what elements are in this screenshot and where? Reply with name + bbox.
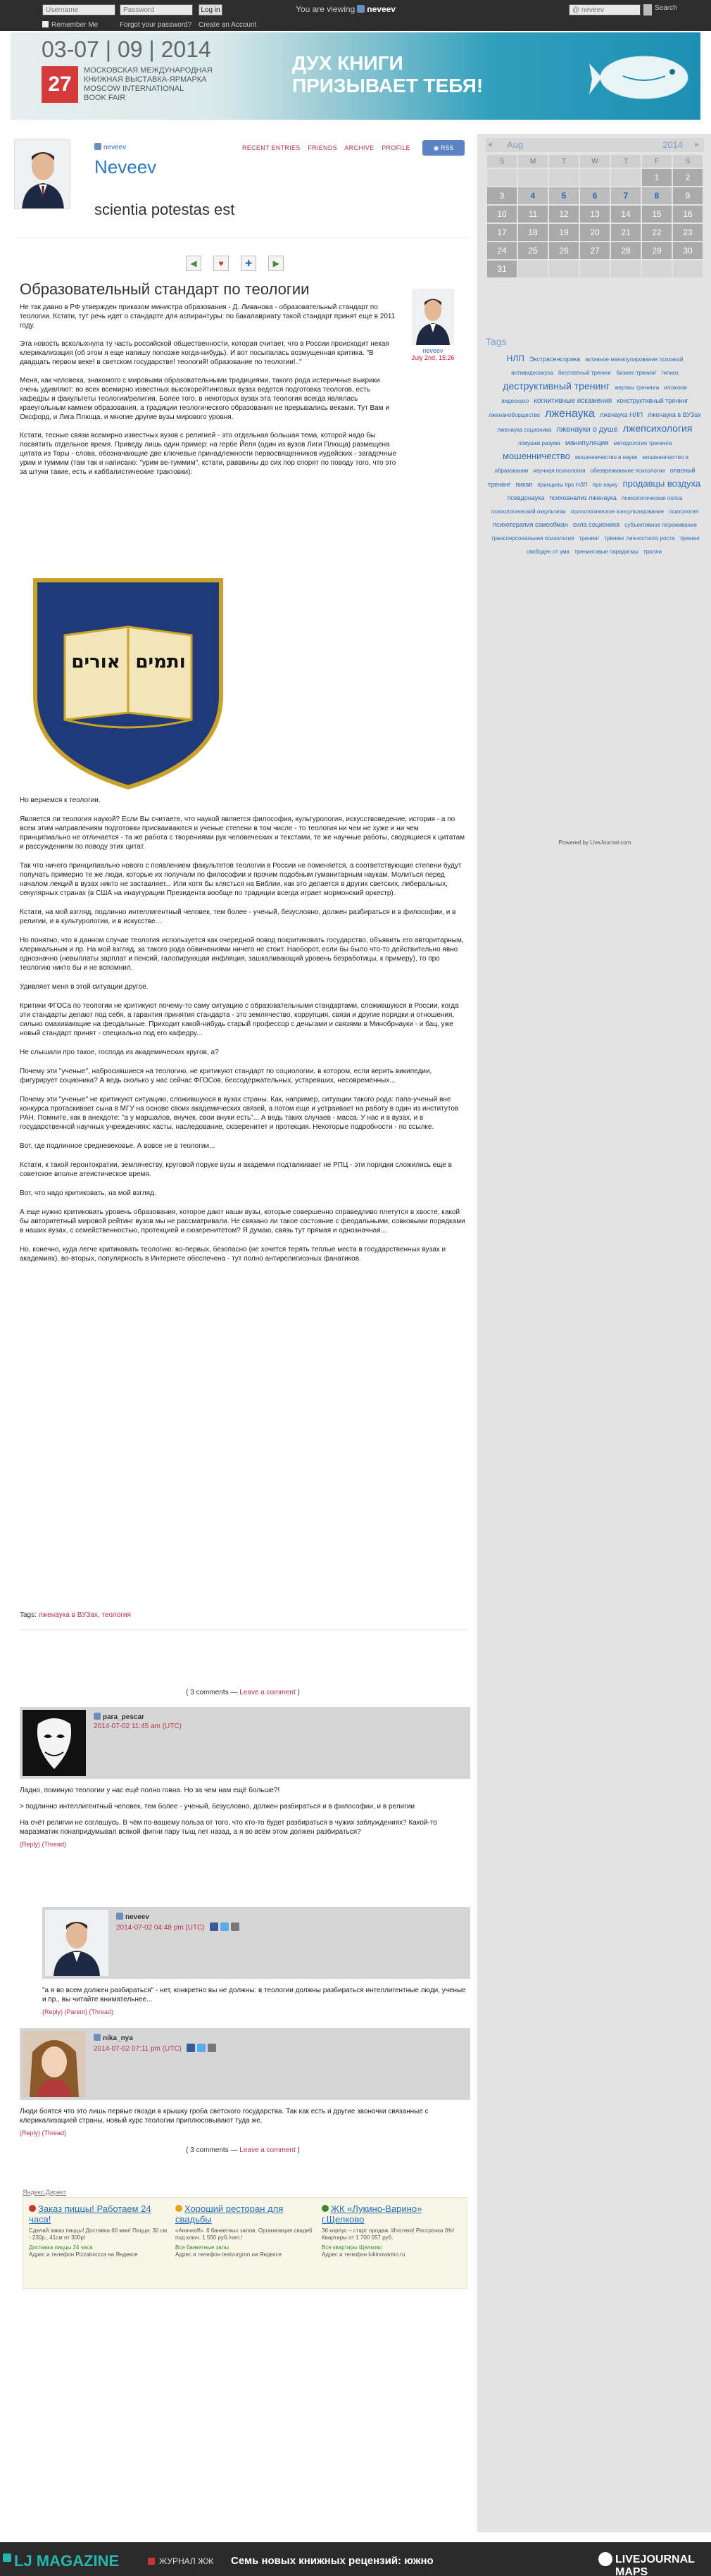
calendar-day: 28 <box>611 242 641 259</box>
viewing-user[interactable]: neveev <box>367 4 396 14</box>
link-icon[interactable] <box>208 2044 216 2052</box>
comment <box>20 2028 470 2137</box>
comments-count: ( 3 comments — <box>186 1689 240 1696</box>
tag-cloud-link[interactable]: конструктивный тренинг <box>617 397 688 404</box>
lj-magazine-link[interactable]: LJ MAGAZINE <box>14 2552 120 2570</box>
entry-author-link[interactable]: neveev <box>422 347 443 354</box>
calendar-weekday: M <box>518 155 548 168</box>
tell-friend-icon[interactable]: ✚ <box>241 256 256 271</box>
ad-text: 36 корпус – старт продаж. Ипотека! Рассрочка 0%! Квартиры от 1 700 057 руб. <box>322 2227 455 2241</box>
tag-cloud-link[interactable]: видеохахо <box>501 398 529 404</box>
calendar-day: 19 <box>549 224 579 241</box>
user-icon <box>94 2034 101 2041</box>
calendar-day: 24 <box>487 242 517 259</box>
entry-paragraph: А еще нужно критиковать уровень образования, которое дают наши вузы, которые совершенно справедливо плетутся в хвосте, какой бы авторитетный мировой рейтинг вузов мы не рассматривали. Не связано ли такое состояние с феодальными, совковыми порядками в наших вузах, с семейственностью, протекцией и сюзеренитетом? Я думаю, связь тут прямая и однозначная... <box>20 1208 465 1234</box>
twitter-icon[interactable] <box>197 2044 206 2052</box>
comment-action-links[interactable]: (Reply) (Thread) <box>20 2130 67 2137</box>
comments-summary <box>0 2146 486 2154</box>
user-portrait-icon <box>15 139 70 209</box>
comment <box>20 1707 470 1848</box>
entry-paragraph: Так что ничего принципиально нового с появлением факультетов теологии в России не поменяется, а соответствующие степени будут получать примерно те же люди, которые их получали по философии и прочим подобным гуманитарным наукам. Молиться перед началом лекций в вузах никто не заставляет... Или хотя бы клясться на Библии, как это делается в других светских, либеральных, секулярных странах (в США на инаугурации Президента вообще по традиции всегда играет мормонский оркестр). <box>20 862 462 897</box>
ad-title-text: Хороший ресторан для свадьбы <box>175 2203 284 2225</box>
calendar-month[interactable]: Aug <box>507 139 524 150</box>
forgot-password-link[interactable]: Forgot your password? <box>120 21 192 29</box>
entry-author-box <box>401 289 465 361</box>
tag-cloud-link[interactable]: психология <box>669 508 699 515</box>
banner-slogan <box>292 52 483 97</box>
user-portrait-icon <box>45 1910 108 1976</box>
search-input[interactable] <box>569 4 641 15</box>
viewing-indicator <box>296 4 396 14</box>
login-button[interactable]: Log in <box>199 4 222 15</box>
comment-body <box>20 1779 470 1837</box>
entry-paragraph: Вот, где подлинное средневековье. А вовсе не в теологии... <box>20 1142 215 1150</box>
search-type-dropdown[interactable] <box>643 4 652 15</box>
comment-paragraph: "а я во всем должен разбираться" - нет, конкретно вы не должны: в теологии должны разбираться интеллигентные люди, ученые и пр., вы читайте внимательнее... <box>42 1987 466 2003</box>
lj-maps-link[interactable]: LIVEJOURNAL MAPS <box>615 2553 695 2576</box>
tag-cloud-link[interactable]: жертвы тренинга <box>615 384 660 391</box>
tag-cloud-link[interactable]: манипуляция <box>565 439 609 447</box>
ad-address[interactable]: Адрес и телефон Pizzaborzza на Яндексе <box>29 2251 138 2258</box>
calendar-next[interactable]: » <box>694 141 698 149</box>
comment-paragraph: Люди боятся что это лишь первые гвозди в крышку гроба светского государства. Так как есть и другие звоночки связанные с клерикализацией страны, новый курс теологии приплюсовывают туда же. <box>20 2108 429 2125</box>
comment-body <box>42 1979 470 2004</box>
entry-tag-link[interactable]: лженаука в ВУЗах, теология <box>38 1611 131 1619</box>
calendar-day: 14 <box>611 206 641 223</box>
ad-banner[interactable] <box>11 32 700 120</box>
tag-cloud-link[interactable]: методология тренинга <box>613 440 672 446</box>
comment-actions[interactable] <box>42 2008 470 2015</box>
nav-archive[interactable]: ARCHIVE <box>344 144 375 151</box>
comments-count: ( 3 comments — <box>186 2146 240 2154</box>
facebook-icon[interactable] <box>210 1922 218 1931</box>
leave-comment-link[interactable]: Leave a comment <box>239 1689 296 1696</box>
tag-cloud-link[interactable]: Экстрасенсорика <box>529 356 581 363</box>
comment-paragraph: Ладно, поминую теологии у нас ещё полно говна. Но за чем нам ещё больше?! <box>20 1787 280 1794</box>
calendar-day <box>611 169 641 186</box>
calendar-day[interactable]: 7 <box>611 187 641 204</box>
entry-date[interactable]: July 2nd, 15:26 <box>411 354 455 361</box>
calendar-day: 18 <box>518 224 548 241</box>
top-login-bar <box>0 0 711 31</box>
comment-actions[interactable] <box>20 1841 470 1848</box>
tag-cloud-link[interactable]: опасный тренинг <box>487 467 696 488</box>
ad-title[interactable] <box>175 2203 316 2225</box>
facebook-icon[interactable] <box>187 2044 195 2052</box>
ads-title[interactable]: Яндекс.Директ <box>23 2189 67 2196</box>
leave-comment-link[interactable]: Leave a comment <box>239 2146 296 2154</box>
lj-maps-icon <box>598 2552 612 2566</box>
checkbox-icon[interactable] <box>42 21 49 27</box>
tag-cloud-link[interactable]: антивидеоакуха <box>511 370 553 376</box>
calendar-day <box>518 169 548 186</box>
journal-title[interactable]: Neveev <box>94 156 157 177</box>
entry-body-top <box>20 303 400 486</box>
calendar-day <box>673 261 703 277</box>
tag-cloud-link[interactable]: принципы про НЛП <box>537 482 588 488</box>
calendar-day <box>611 261 641 277</box>
comment-paragraph: На счёт религии не соглашусь. В чём по-вашему польза от того, что кто-то будет разбираться в чужих заблуждениях? Какой-то маразматик понапридумывал всякой фигни пару тыщ лет назад, а я во всём этом должен разбираться? <box>20 1819 437 1836</box>
ad-favicon-icon <box>322 2205 329 2212</box>
link-icon[interactable] <box>231 1922 239 1931</box>
tag-cloud-link[interactable]: иллюзии <box>664 384 687 391</box>
nav-recent-entries[interactable]: RECENT ENTRIES <box>242 144 301 151</box>
username-input[interactable] <box>42 4 115 15</box>
comment-username[interactable]: nika_nya <box>103 2034 133 2042</box>
entry-paragraph: Но вернемся к теологии. <box>20 796 101 804</box>
journal-username[interactable] <box>94 143 126 151</box>
ads-block <box>23 2197 467 2289</box>
comment-userpic[interactable] <box>23 1710 86 1776</box>
comment-paragraph: > подлинно интеллигентный человек, тем более - ученый, безусловно, должен разбираться и в философии, и в религии <box>20 1803 415 1811</box>
twitter-icon[interactable] <box>220 1922 229 1931</box>
user-icon <box>357 5 365 13</box>
calendar-day: 11 <box>518 206 548 223</box>
entry-paragraph: Но, конечно, куда легче критиковать теологию: во-первых, безопасно (не хочется терять теплые места в государственных вузах и академиях), во-вторых, популярность в Интернете обеспечена - тут полно антирелигиозных фанатиков. <box>20 1246 446 1263</box>
next-entry-icon[interactable]: ▶ <box>268 256 284 271</box>
tag-cloud-link[interactable]: активное манипулирование психикой <box>585 356 684 363</box>
svg-text:ותמים: ותמים <box>135 651 186 673</box>
calendar-day: 22 <box>642 224 672 241</box>
calendar-day <box>642 261 672 277</box>
tag-cloud-link[interactable]: лженаука НЛП <box>599 411 643 418</box>
tags-cloud-items <box>486 352 704 558</box>
tag-cloud-link[interactable]: психоанализ лженаука <box>549 494 617 501</box>
news-headline-link[interactable]: Семь новых книжных рецензий: южно <box>231 2555 434 2567</box>
tag-cloud-link[interactable]: продавцы воздуха <box>622 478 701 489</box>
tag-cloud-link[interactable]: про науку <box>592 482 618 488</box>
comment-date-link[interactable]: 2014-07-02 07:11 pm (UTC) <box>94 2045 182 2053</box>
ad-item[interactable] <box>175 2203 316 2258</box>
divider <box>14 237 468 238</box>
yale-coat-of-arms-icon <box>31 576 225 792</box>
ad-address[interactable]: Адрес и телефон testvurgron на Яндексе <box>175 2251 282 2258</box>
ad-favicon-icon <box>29 2205 36 2212</box>
tag-cloud-link[interactable]: сила соционика <box>572 521 620 528</box>
tag-cloud-link[interactable]: НЛП <box>506 354 524 363</box>
entry-paragraph: Не так давно в РФ утвержден приказом министра образования - Д. Ливанова - образовательный стандарт по теологии. Кстати, тут речь идет о стандарте для аспирантуры: по бакалавриату такой стандарт принят еще в 2011 году. <box>20 304 396 330</box>
calendar-day: 23 <box>673 224 703 241</box>
ad-item[interactable] <box>322 2203 463 2258</box>
calendar-day[interactable]: 6 <box>580 187 610 204</box>
calendar-day: 20 <box>580 224 610 241</box>
comment-date <box>116 1922 239 1932</box>
entry-paragraph: Вот, что надо критиковать, на мой взгляд. <box>20 1189 156 1197</box>
bottom-bar <box>0 2542 711 2576</box>
entry-title: Образовательный стандарт по теологии <box>20 280 310 298</box>
entry-paragraph: Не слышали про такое, господа из академических кругов, а? <box>20 1049 219 1056</box>
entry-paragraph: Критики ФГОСа по теологии не критикуют почему-то саму ситуацию с образовательными стандартами, сложившуюся в России, когда эти стандарты делают под себя, а гарантия принятия стандарта - это землячество, коррупция, связи и другие порядки и отношения, сильно смахивающие на феодальные. Приходит какой-нибудь старый профессор с деньгами и связями в Минобрнауки - и бац, уже новый стандарт принят - специально под его кафедру... <box>20 1002 459 1037</box>
calendar-weekday: S <box>487 155 517 168</box>
comment <box>42 1907 470 2015</box>
tag-cloud-link[interactable]: психологическое консультирование <box>570 508 665 515</box>
tag-cloud-link[interactable]: бизнес-тренинг <box>616 370 657 376</box>
calendar-day: 27 <box>580 242 610 259</box>
previous-entry-icon[interactable]: ◀ <box>186 256 201 271</box>
ad-url[interactable]: Доставка пиццы 24 часа <box>29 2244 93 2251</box>
calendar-day <box>580 169 610 186</box>
entry-paragraph: Меня, как человека, знакомого с мировыми образовательными традициями, такого рода истеричные выкрики очень удивляют: во всех всемирно известных высокорейтинговых вузах ведется подготовка теологов, есть кафедры и факультеты теологии/религии. Более того, в некоторых вузах эта теология всегда являлась краеугольным камнем образования, а традиции теологического образования не прерывались веками. Тут Вам и Оксфорд, и Лига Плюща, и многие другие вузы мирового уровня. <box>20 377 389 421</box>
banner-fair-text <box>84 66 213 103</box>
remember-me-label: Remember Me <box>51 21 99 29</box>
journal-lj-label: ЖУРНАЛ ЖЖ <box>159 2556 214 2566</box>
calendar-day: 30 <box>673 242 703 259</box>
tag-cloud-link[interactable]: тренинг <box>579 535 600 542</box>
powered-by[interactable]: Powered by LiveJournal.com <box>558 839 631 846</box>
calendar-weekday: T <box>549 155 579 168</box>
banner-slogan-line: ПРИЗЫВАЕТ ТЕБЯ! <box>292 75 484 96</box>
memories-heart-icon[interactable]: ♥ <box>213 256 229 271</box>
calendar <box>486 138 704 279</box>
banner-fair-line: КНИЖНАЯ ВЫСТАВКА-ЯРМАРКА <box>84 75 207 84</box>
comment-date <box>94 2044 216 2053</box>
comment-userpic[interactable] <box>45 1910 108 1976</box>
tag-cloud-link[interactable]: лженаука <box>545 408 595 420</box>
user-portrait-icon <box>23 2031 86 2097</box>
comment-header <box>20 1707 470 1779</box>
comment-userpic[interactable] <box>23 2031 86 2097</box>
ad-url[interactable]: Все квартиры Щелково <box>322 2244 382 2251</box>
comment-user[interactable] <box>94 2034 133 2042</box>
ad-title-text: ЖК «Лукино-Варино» г.Щелково <box>322 2203 422 2225</box>
comment-action-links[interactable]: (Reply) (Parent) (Thread) <box>42 2008 114 2015</box>
comments-close: ) <box>295 2146 300 2154</box>
mask-avatar-icon <box>23 1710 86 1776</box>
calendar-day[interactable]: 8 <box>642 187 672 204</box>
calendar-grid <box>486 154 704 279</box>
tag-cloud-link[interactable]: псевдонаука <box>507 494 545 501</box>
user-icon <box>116 1913 123 1920</box>
banner-fair-line: МОСКОВСКАЯ МЕЖДУНАРОДНАЯ <box>84 66 213 75</box>
calendar-day <box>549 261 579 277</box>
calendar-day: 26 <box>549 242 579 259</box>
ad-title[interactable] <box>322 2203 463 2225</box>
user-icon <box>94 143 101 150</box>
ad-address[interactable]: Адрес и телефон lukinovarino.ru <box>322 2251 405 2258</box>
calendar-weekday: S <box>673 155 703 168</box>
banner-date: 03-07 | 09 | 2014 <box>42 37 211 62</box>
tag-cloud-link[interactable]: обезвреживание психологии <box>590 468 665 474</box>
ad-text: Сделай заказ пиццы! Доставка 60 мин! Пицца: 30 см - 230р., 41см от 300р! <box>29 2227 168 2241</box>
comment-actions[interactable] <box>20 2130 470 2137</box>
calendar-day: 21 <box>611 224 641 241</box>
comment-date[interactable]: 2014-07-02 11:45 am (UTC) <box>94 1722 182 1730</box>
ad-title[interactable] <box>29 2203 170 2225</box>
tags-label: Tags: <box>20 1611 37 1619</box>
tag-cloud-link[interactable]: субъективное переживание <box>624 522 697 528</box>
calendar-day: 10 <box>487 206 517 223</box>
tag-cloud-link[interactable]: бесплатный тренинг <box>558 370 612 376</box>
tag-cloud-link[interactable]: ловушки разума <box>517 440 560 446</box>
tag-cloud-link[interactable]: тренинговые парадигмы <box>574 549 638 555</box>
calendar-day <box>580 261 610 277</box>
tag-cloud-link[interactable]: лженаноборщество <box>489 412 541 418</box>
entry-paragraph: Является ли теология наукой? Если Вы считаете, что наукой является философия, культурология, искусствоведение, история - а по всем этим направлениям подготовки присваиваются и ученые степени в том числе - то теология ни чем не хуже и ни чем принципиально не отличается - та же работа с творениями рук человеческих и текстами, те же научные работы, сводящиеся к цитатам и рассуждениям по поводу этих цитат. <box>20 815 465 851</box>
comment-date-link[interactable]: 2014-07-02 04:48 pm (UTC) <box>116 1924 205 1932</box>
journal-icon <box>148 2558 155 2565</box>
ad-url[interactable]: Все банкетные залы <box>175 2244 229 2251</box>
entry-paragraph: Кстати, тесные связи всемирно известных вузов с религией - это отдельная большая тема, которой надо бы посвятить отдельное время. Приведу лишь один пример: на гербе Йеля (один из вузов Лиги Плюща) размещена цитата из Торы - слова, обозначающие две ключевые принадлежности первосвященников иудейских - загадочные урим и туммим (там так и написано: "урим ве-туммим", кстати, равввины до сих пор спорят по поводу того, что это за штуки такие, есть и каббалистические трактовки): <box>20 432 397 476</box>
calendar-day: 13 <box>580 206 610 223</box>
comments-close: ) <box>295 1689 300 1696</box>
calendar-day: 2 <box>673 169 703 186</box>
tag-cloud-link[interactable]: тролли <box>643 549 662 555</box>
create-account-link[interactable]: Create an Account <box>199 21 257 29</box>
calendar-day[interactable]: 5 <box>549 187 579 204</box>
remember-me-checkbox[interactable] <box>42 21 98 29</box>
journal-lj-link[interactable] <box>148 2556 213 2566</box>
tag-cloud-link[interactable]: когнитивные искажения <box>534 397 612 405</box>
banner-fair-line: MOSCOW INTERNATIONAL <box>84 85 184 93</box>
ad-favicon-icon <box>175 2205 182 2212</box>
author-portrait-icon <box>412 289 454 345</box>
tag-cloud-link[interactable]: психологический оккультизм <box>491 508 566 515</box>
calendar-day: 17 <box>487 224 517 241</box>
comment-action-links[interactable]: (Reply) (Thread) <box>20 1841 67 1848</box>
journal-userpic[interactable] <box>14 139 70 209</box>
tag-cloud-link[interactable]: лженаука в ВУЗах <box>648 411 701 418</box>
tag-cloud-link[interactable]: пикап <box>515 481 533 488</box>
calendar-weekday: T <box>611 155 641 168</box>
comment-username[interactable]: neveev <box>125 1913 149 1921</box>
entry-tags <box>20 1611 131 1619</box>
tag-cloud-link[interactable]: тренинг свободен от ума <box>526 535 700 555</box>
journal-subtitle: scientia potestas est <box>94 201 235 218</box>
tag-cloud-link[interactable]: лженаука соционика <box>497 427 552 433</box>
nav-friends[interactable]: FRIENDS <box>308 144 337 151</box>
calendar-weekday: W <box>580 155 610 168</box>
user-icon <box>94 1713 101 1720</box>
tag-cloud-link[interactable]: научная психология <box>533 468 586 474</box>
calendar-day: 12 <box>549 206 579 223</box>
calendar-header <box>486 138 704 152</box>
entry-paragraph: Кстати, на мой взгляд, подлинно интеллигентный человек, тем более - ученый, безусловно, должен разбираться и в философии, и в религии, и в культурологии, и в искусстве... <box>20 908 456 925</box>
calendar-day <box>549 169 579 186</box>
calendar-prev[interactable]: « <box>489 141 493 149</box>
entry-paragraph: Кстати, к такой геронтократии, землячеству, круговой поруке вузы и академии подталкивает не РПЦ - эти порядки сложились еще в советское вполне атеистическое время. <box>20 1161 452 1178</box>
entry-paragraph: Удивляет меня в этой ситуации другое. <box>20 983 149 991</box>
tag-cloud-link[interactable]: тренинг личностного роста <box>604 535 675 542</box>
calendar-day: 31 <box>487 261 517 277</box>
comment-body <box>20 2100 470 2125</box>
entry-body-bottom <box>20 796 470 1273</box>
tag-cloud-link[interactable]: лжепсихология <box>622 423 693 434</box>
tag-cloud-link[interactable]: мошенничество <box>502 451 570 461</box>
calendar-day: 25 <box>518 242 548 259</box>
ad-item[interactable] <box>29 2203 170 2258</box>
calendar-year[interactable]: 2014 <box>662 139 683 150</box>
journal-username-link[interactable]: neveev <box>103 144 127 151</box>
comment-icons <box>184 2044 216 2053</box>
tags-cloud-title: Tags <box>486 336 507 347</box>
tag-cloud-link[interactable]: лженауки о душе <box>556 425 618 434</box>
calendar-weekday: F <box>642 155 672 168</box>
tags-cloud <box>486 335 704 558</box>
banner-number: 27 <box>42 66 78 103</box>
rss-button[interactable]: ◉ RSS <box>422 140 465 156</box>
nav-profile[interactable]: PROFILE <box>382 144 410 151</box>
tag-cloud-link[interactable]: психотерапия самообман <box>493 521 568 528</box>
entry-paragraph: Эта новость всколыхнула ту часть российской общественности, которая считает, что в России происходит некая клерикализация (об этом я еще напишу попозже когда-нибудь). И вот посыпалась возмущенная критика. "В двадцать первом веке! в светском государстве! теологий! образование по теологии!.." <box>20 340 389 366</box>
comment-header <box>20 2028 470 2100</box>
calendar-day: 9 <box>673 187 703 204</box>
tag-cloud-link[interactable]: психологическая попса <box>622 495 683 501</box>
calendar-day: 1 <box>642 169 672 186</box>
tag-cloud-link[interactable]: гипноз <box>661 370 679 376</box>
banner-slogan-line: ДУХ КНИГИ <box>292 52 403 74</box>
calendar-day: 3 <box>487 187 517 204</box>
svg-text:אורים: אורים <box>71 651 120 673</box>
ad-text: «Аничкоff». 6 банкетных залов. Организация свадеб под ключ. 1 550 руб./чел.! <box>175 2227 313 2241</box>
lj-magazine-icon <box>3 2553 11 2562</box>
calendar-day[interactable]: 4 <box>518 187 548 204</box>
calendar-day <box>487 169 517 186</box>
whale-illustration-icon <box>588 35 693 113</box>
tag-cloud-link[interactable]: мошенничество в науке <box>574 454 638 461</box>
tag-cloud-link[interactable]: мошенничество в образовании <box>494 454 689 474</box>
entry-paragraph: Почему эти "ученые" не критикуют ситуацию, сложившуюся в вузах страны. Как, например, ситуации такого рода: папа-ученый вне конкурса протаскивает сына в МГУ на основе своих академических связей, а потом еще и устраивает на работу в один из институтов РАН. Помните, как в анекдоте: "а у маршалов, внучек, свои внуки есть"... А ведь таких случаев - масса. У нас и в вузах, и в государственной научных учреждениях: касты, наследование, сюзеренитет и протекция. Некоторые подробности - по ссылке. <box>20 1096 459 1131</box>
comment-user[interactable] <box>94 1713 144 1721</box>
calendar-day: 15 <box>642 206 672 223</box>
calendar-day <box>518 261 548 277</box>
tag-cloud-link[interactable]: трансперсональная психология <box>491 535 574 542</box>
entry-paragraph: Почему эти "ученые", набросившиеся на теологию, не критикуют стандарт по социологии, в котором, если верить википедии, фигурирует соционика? А ведь сколько у нас сейчас ФГОСов, бессодержательных, устаревших, несовременных... <box>20 1068 432 1084</box>
comment-user[interactable] <box>116 1913 149 1921</box>
rss-label: RSS <box>440 144 454 151</box>
ad-title-text: Заказ пиццы! Работаем 24 часа! <box>29 2203 151 2225</box>
banner-fair-line: BOOK FAIR <box>84 94 126 102</box>
viewing-prefix: You are viewing <box>296 4 356 14</box>
calendar-day: 16 <box>673 206 703 223</box>
comment-username[interactable]: para_pescar <box>103 1713 144 1721</box>
comment-header <box>42 1907 470 1979</box>
comments-summary <box>0 1689 486 1696</box>
search-button[interactable]: Search <box>655 4 677 12</box>
comment-icons <box>208 1922 239 1932</box>
calendar-day: 29 <box>642 242 672 259</box>
journal-nav <box>242 144 416 151</box>
entry-toolbar <box>186 256 294 271</box>
tag-cloud-link[interactable]: деструктивный тренинг <box>503 380 610 392</box>
entry-author-userpic[interactable] <box>412 289 454 345</box>
entry-paragraph: Но понятно, что в данном случае теология используется как очередной повод покритиковать государство, объявить его авторитарным, клерикальным и пр. На мой взгляд, за такого рода обвинениями ничего не стоит. Наоборот, если бы было что-то действительно явно однозначно (невыплаты зарплат и пенсий, галопирующая инфляция, зашкаливающий уровень безработицы, к примеру), то про теологию никто бы и не вспомнил. <box>20 937 464 972</box>
password-input[interactable] <box>120 4 193 15</box>
